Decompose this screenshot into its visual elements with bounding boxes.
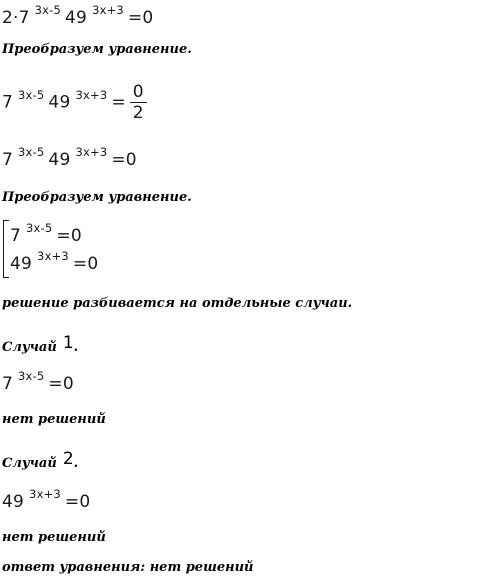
right-hand-side: =0 [64,492,91,512]
case-equation [2,487,91,512]
exponent: 3x-5 [34,3,62,17]
base: 49 [10,254,33,274]
case-heading [2,333,79,356]
right-hand-side: =0 [48,374,74,394]
right-hand-side: =0 [127,8,154,28]
case-result: нет решений [2,530,106,545]
right-hand-side: =0 [56,226,82,246]
numerator: 0 [130,82,147,103]
right-hand-side: =0 [72,254,99,274]
case-result: нет решений [2,412,106,427]
exponent: 3x-5 [26,221,53,235]
equals-sign: = [111,92,126,113]
right-hand-side: =0 [111,150,137,170]
step-label: Преобразуем уравнение. [2,190,192,205]
base: 7 [10,226,22,246]
denominator: 2 [132,103,144,123]
exponent: 3x+3 [75,87,108,102]
base: 49 [65,8,88,28]
fraction [130,82,147,123]
case-number: 1 [62,333,74,353]
exponent: 3x-5 [18,145,45,159]
exponent: 3x+3 [75,145,108,159]
exponent: 3x+3 [92,3,124,17]
exponent: 3x+3 [29,487,61,501]
equation-initial [2,3,154,28]
base: 49 [48,150,71,170]
system-bracket [3,220,9,278]
coefficient: 2·7 [2,8,30,28]
system-line-2 [10,249,99,274]
base: 7 [2,150,14,170]
equation-simplified [2,145,137,170]
exponent: 3x+3 [37,249,69,263]
case-heading [2,449,79,472]
exponent: 3x-5 [18,369,45,383]
final-answer: ответ уравнения: нет решений [2,560,254,575]
case-dot: . [73,456,79,471]
case-label: Случай [2,340,57,355]
system-line-1 [10,221,82,246]
case-equation [2,369,74,394]
case-dot: . [73,340,79,355]
exponent: 3x-5 [18,87,45,102]
case-number: 2 [62,449,74,469]
step-label: Преобразуем уравнение. [2,42,192,57]
cases-label: решение разбивается на отдельные случаи. [2,296,353,311]
equation-divided [2,82,147,123]
case-label: Случай [2,456,57,471]
base: 49 [48,92,71,113]
base: 49 [2,492,25,512]
base: 7 [2,92,14,113]
base: 7 [2,374,14,394]
